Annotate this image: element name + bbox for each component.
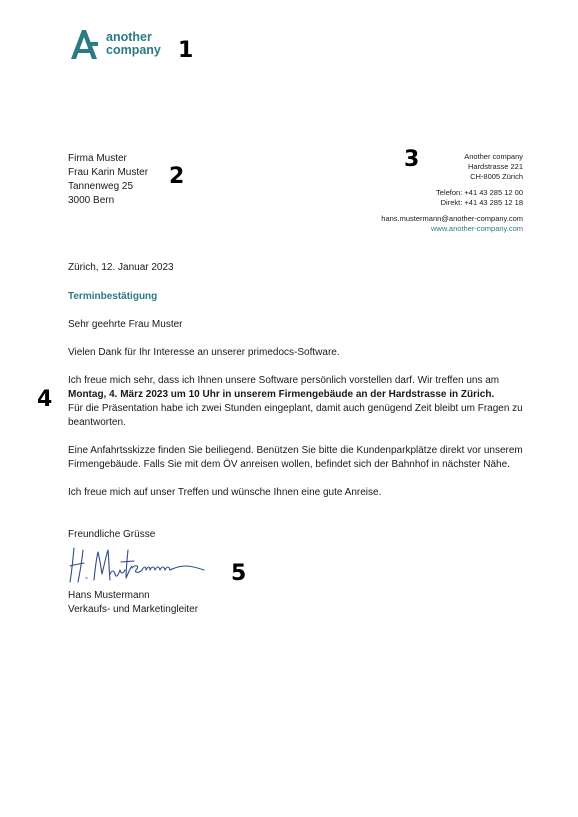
closing: Freundliche Grüsse [68, 529, 156, 540]
logo-a-icon [68, 28, 100, 60]
paragraph-2-appointment: Montag, 4. März 2023 um 10 Uhr in unserem Firmengebäude an der Hardstrasse in Zürich. [68, 389, 495, 400]
marker-2: 2 [169, 164, 185, 189]
logo-wordmark [106, 31, 161, 57]
recipient-name: Frau Karin Muster [68, 167, 149, 178]
sender-direct: Direkt: +41 43 285 12 18 [440, 198, 523, 207]
logo-line-1: another [106, 30, 152, 44]
paragraph-1: Vielen Dank für Ihr Interesse an unserer primedocs-Software. [68, 347, 340, 358]
paragraph-4: Ich freue mich auf unser Treffen und wünsche Ihnen eine gute Anreise. [68, 487, 382, 498]
company-logo [68, 28, 161, 60]
paragraph-2 [68, 374, 523, 430]
paragraph-2-intro: Ich freue mich sehr, dass ich Ihnen unsere Software persönlich vorstellen darf. Wir treffen uns am [68, 375, 500, 386]
sender-company: Another company [464, 152, 523, 161]
recipient-company: Firma Muster [68, 153, 127, 164]
letter-date: Zürich, 12. Januar 2023 [68, 262, 174, 273]
marker-1: 1 [178, 38, 194, 63]
handwritten-signature [68, 544, 208, 586]
sender-web: www.another-company.com [431, 224, 523, 233]
logo-line-2: company [106, 43, 161, 57]
sender-email: hans.mustermann@another-company.com [381, 214, 523, 223]
sender-phone: Telefon: +41 43 285 12 00 [436, 188, 523, 197]
marker-3: 3 [404, 147, 420, 172]
sender-block [381, 152, 523, 234]
recipient-address [68, 152, 148, 208]
signer-title: Verkaufs- und Marketingleiter [68, 604, 199, 615]
recipient-street: Tannenweg 25 [68, 181, 134, 192]
paragraph-3: Eine Anfahrtsskizze finden Sie beiliegend. Benützen Sie bitte die Kundenparkplätze direkt vor unserem Firmengebäude. Falls Sie mit dem ÖV anreisen wollen, befindet sich der Bahnhof in nächster Nähe. [68, 445, 523, 470]
sender-street: Hardstrasse 221 [467, 162, 523, 171]
marker-4: 4 [37, 387, 53, 412]
recipient-city: 3000 Bern [68, 195, 115, 206]
letter-subject: Terminbestätigung [68, 291, 158, 302]
signer-name: Hans Mustermann [68, 590, 150, 601]
marker-5: 5 [231, 561, 247, 586]
letter-salutation: Sehr geehrte Frau Muster [68, 319, 183, 330]
paragraph-2-rest: Für die Präsentation habe ich zwei Stunden eingeplant, damit auch genügend Zeit bleibt um Fragen zu beantworten. [68, 403, 523, 428]
sender-city: CH-8005 Zürich [470, 172, 523, 181]
